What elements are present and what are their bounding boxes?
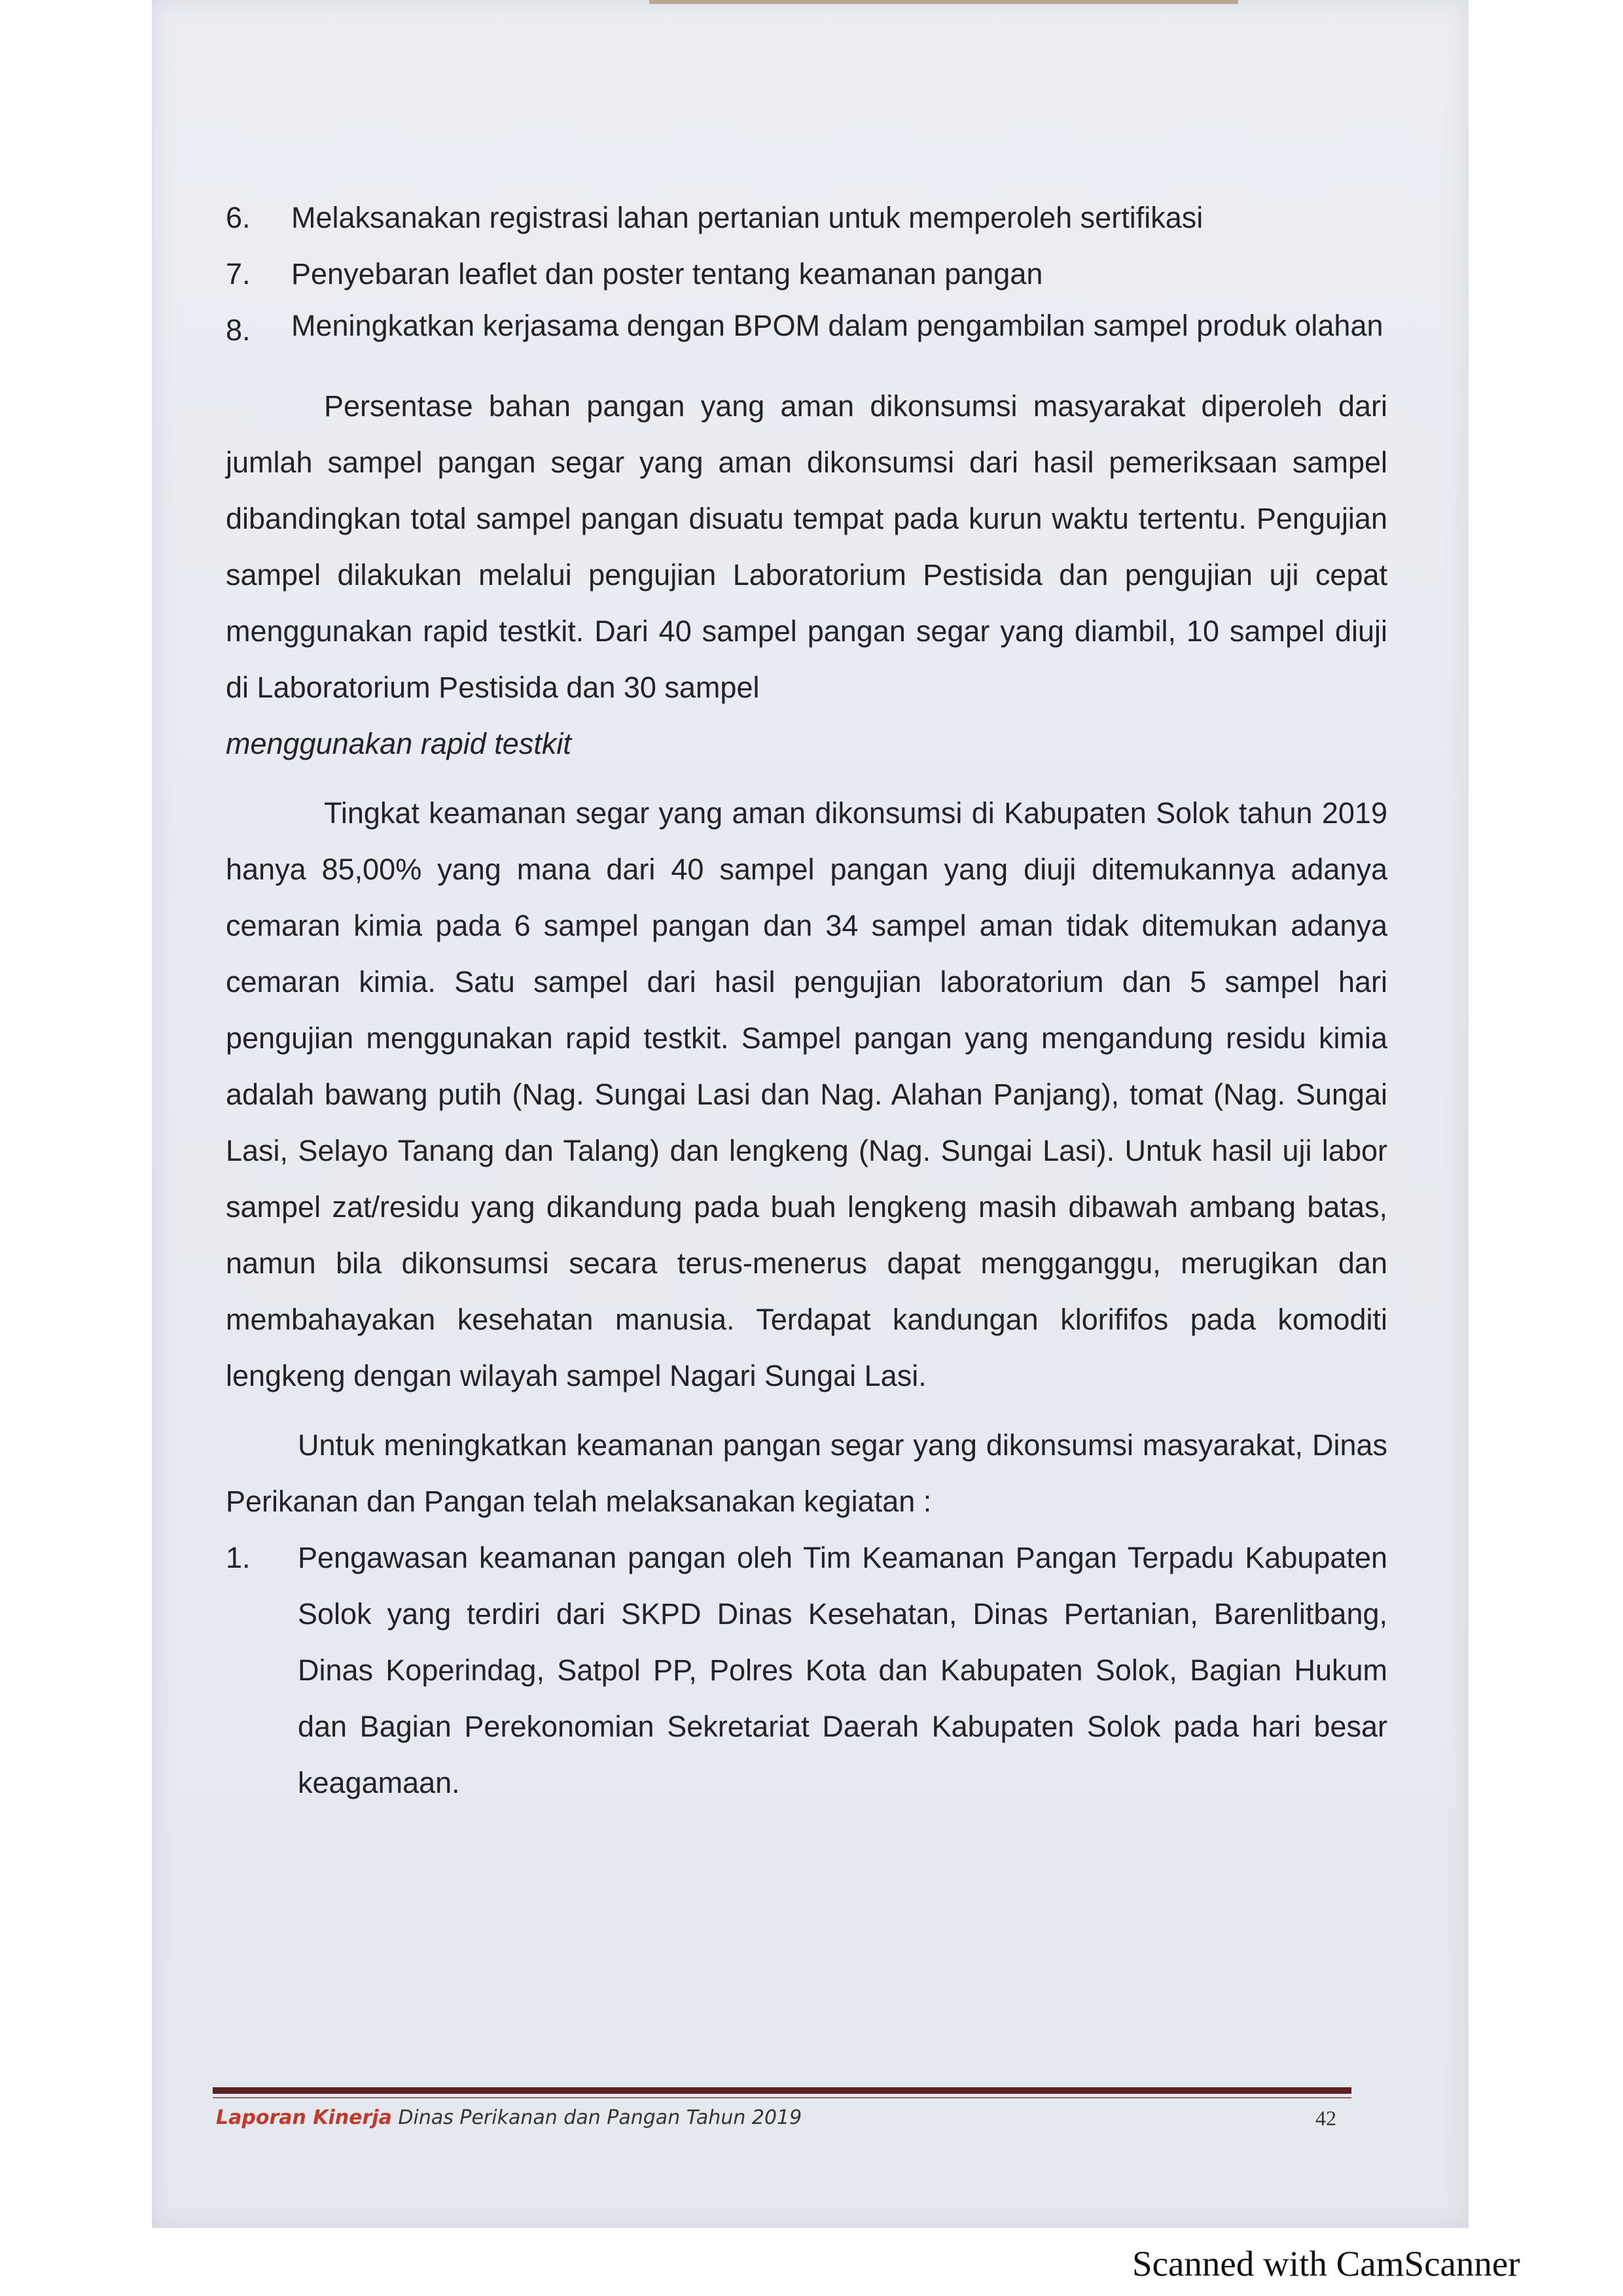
list-number: 8. xyxy=(226,313,251,347)
paragraph-persentase xyxy=(226,378,1387,772)
footer-brand: Laporan Kinerja xyxy=(216,2106,392,2129)
paragraph-upaya: Untuk meningkatkan keamanan pangan segar yang dikonsumsi masyarakat, Dinas Perikanan dan Pangan telah melaksanakan kegiatan : xyxy=(226,1428,1387,1518)
list-item xyxy=(226,190,1387,246)
page-number: 42 xyxy=(1315,2106,1336,2130)
list-text: Melaksanakan registrasi lahan pertanian untuk memperoleh sertifikasi xyxy=(291,201,1204,234)
list-item xyxy=(226,246,1387,302)
list-number: 1. xyxy=(226,1541,251,1574)
footer-rule-thin xyxy=(213,2097,1351,2098)
list-text: Pengawasan keamanan pangan oleh Tim Keamanan Pangan Terpadu Kabupaten Solok yang terdiri dari SKPD Dinas Kesehatan, Dinas Pertanian, Barenlitbang, Dinas Koperindag, Satpol PP, Polres Kota dan Kabupaten Solok, Bagian Hukum dan Bagian Perekonomian Sekretariat Daerah Kabupaten Solok pada hari besar keagamaan. xyxy=(298,1541,1387,1799)
paper-top-edge xyxy=(649,0,1238,4)
list-number: 7. xyxy=(226,257,251,291)
paragraph-tingkat-keamanan: Tingkat keamanan segar yang aman dikonsumsi di Kabupaten Solok tahun 2019 hanya 85,00% yang mana dari 40 sampel pangan yang diuji ditemukannya adanya cemaran kimia pada 6 sampel pangan dan 34 sampel aman tidak ditemukan adanya cemaran kimia. Satu sampel dari hasil pengujian laboratorium dan 5 sampel hari pengujian menggunakan rapid testkit. Sampel pangan yang mengandung residu kimia adalah bawang putih (Nag. Sungai Lasi dan Nag. Alahan Panjang), tomat (Nag. Sungai Lasi, Selayo Tanang dan Talang) dan lengkeng (Nag. Sungai Lasi). Untuk hasil uji labor sampel zat/residu yang dikandung pada buah lengkeng masih dibawah ambang batas, namun bila dikonsumsi secara terus-menerus dapat mengganggu, merugikan dan membahayakan kesehatan manusia. Terdapat kandungan klorififos pada komoditi lengkeng dengan wilayah sampel Nagari Sungai Lasi. xyxy=(226,796,1387,1392)
list-item xyxy=(226,1530,1387,1811)
footer-title xyxy=(216,2102,802,2134)
paragraph-text: Persentase bahan pangan yang aman dikonsumsi masyarakat diperoleh dari jumlah sampel pangan segar yang aman dikonsumsi dari hasil pemeriksaan sampel dibandingkan total sampel pangan disuatu tempat pada kurun waktu tertentu. Pengujian sampel dilakukan melalui pengujian Laboratorium Pestisida dan pengujian uji cepat menggunakan rapid testkit. Dari 40 sampel pangan segar yang diambil, 10 sampel diuji di Laboratorium Pestisida dan 30 sampel xyxy=(226,389,1387,704)
paragraph-italic-text: menggunakan rapid testkit xyxy=(226,727,571,760)
footer-subtitle: Dinas Perikanan dan Pangan Tahun 2019 xyxy=(391,2106,802,2129)
list-text: Penyebaran leaflet dan poster tentang keamanan pangan xyxy=(291,257,1043,291)
list-number: 6. xyxy=(226,201,251,234)
document-body xyxy=(226,190,1387,1811)
list-item xyxy=(226,302,1387,359)
scanner-watermark: Scanned with CamScanner xyxy=(1132,2244,1520,2284)
list-text: Meningkatkan kerjasama dengan BPOM dalam pengambilan sampel produk olahan xyxy=(291,309,1383,342)
footer-rule xyxy=(213,2087,1351,2094)
